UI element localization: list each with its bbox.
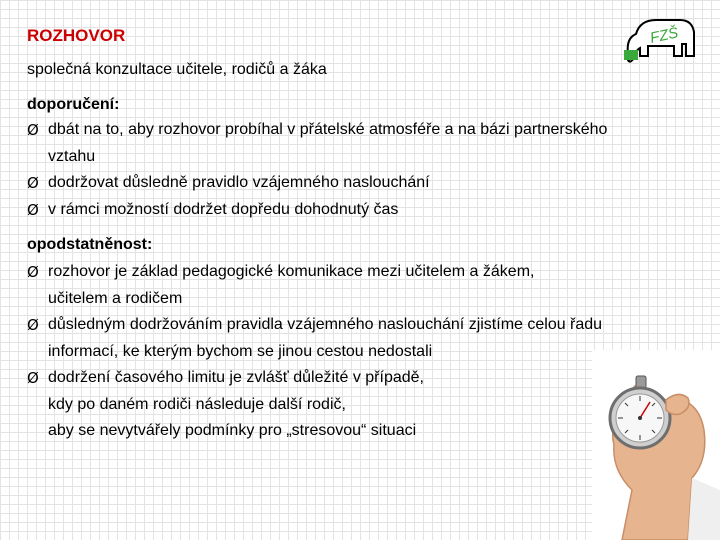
stopwatch-in-hand-icon (592, 350, 720, 540)
list-item-line: dbát na to, aby rozhovor probíhal v přátelské atmosféře a na bázi partnerského (48, 121, 608, 138)
list-item (27, 197, 692, 224)
list-item-line: učitelem a rodičem (48, 289, 183, 307)
list-item-line: informací, ke kterým bychom se jinou cestou nedostali (48, 342, 433, 360)
arrow-bullet-icon: Ø (27, 263, 39, 281)
list-item-line: v rámci možností dodržet dopředu dohodnutý čas (48, 200, 399, 218)
elephant-icon (622, 14, 700, 68)
arrow-bullet-icon: Ø (27, 369, 39, 387)
list-item-line: dodržení časového limitu je zvlášť důležité v případě, (48, 369, 424, 386)
list-item (27, 170, 692, 197)
arrow-bullet-icon: Ø (27, 200, 39, 219)
list-item (27, 117, 692, 170)
list-item-line: rozhovor je základ pedagogické komunikace mezi učitelem a žákem, (48, 263, 535, 280)
page-title: ROZHOVOR (27, 26, 126, 45)
page-subtitle: společná konzultace učitele, rodičů a žáka (27, 61, 327, 78)
doporuceni-list (27, 117, 692, 223)
list-item-line: důsledným dodržováním pravidla vzájemného naslouchání zjistíme celou řadu (48, 316, 603, 333)
section-heading-opodstatnenost: opodstatněnost: (27, 236, 153, 253)
logo-text: FZŠ (648, 24, 680, 47)
arrow-bullet-icon: Ø (27, 121, 39, 139)
list-item-line: vztahu (48, 147, 96, 165)
arrow-bullet-icon: Ø (27, 316, 39, 334)
section-heading-doporuceni: doporučení: (27, 96, 120, 113)
list-item-line: aby se nevytvářely podmínky pro „stresovou“ situaci (48, 422, 417, 439)
stopwatch-crown (636, 376, 646, 388)
list-item-line: dodržovat důsledně pravidlo vzájemného naslouchání (48, 174, 430, 191)
list-item (27, 259, 692, 312)
arrow-bullet-icon: Ø (27, 174, 39, 192)
list-item-line: kdy po daném rodiči následuje další rodič, (48, 395, 346, 413)
